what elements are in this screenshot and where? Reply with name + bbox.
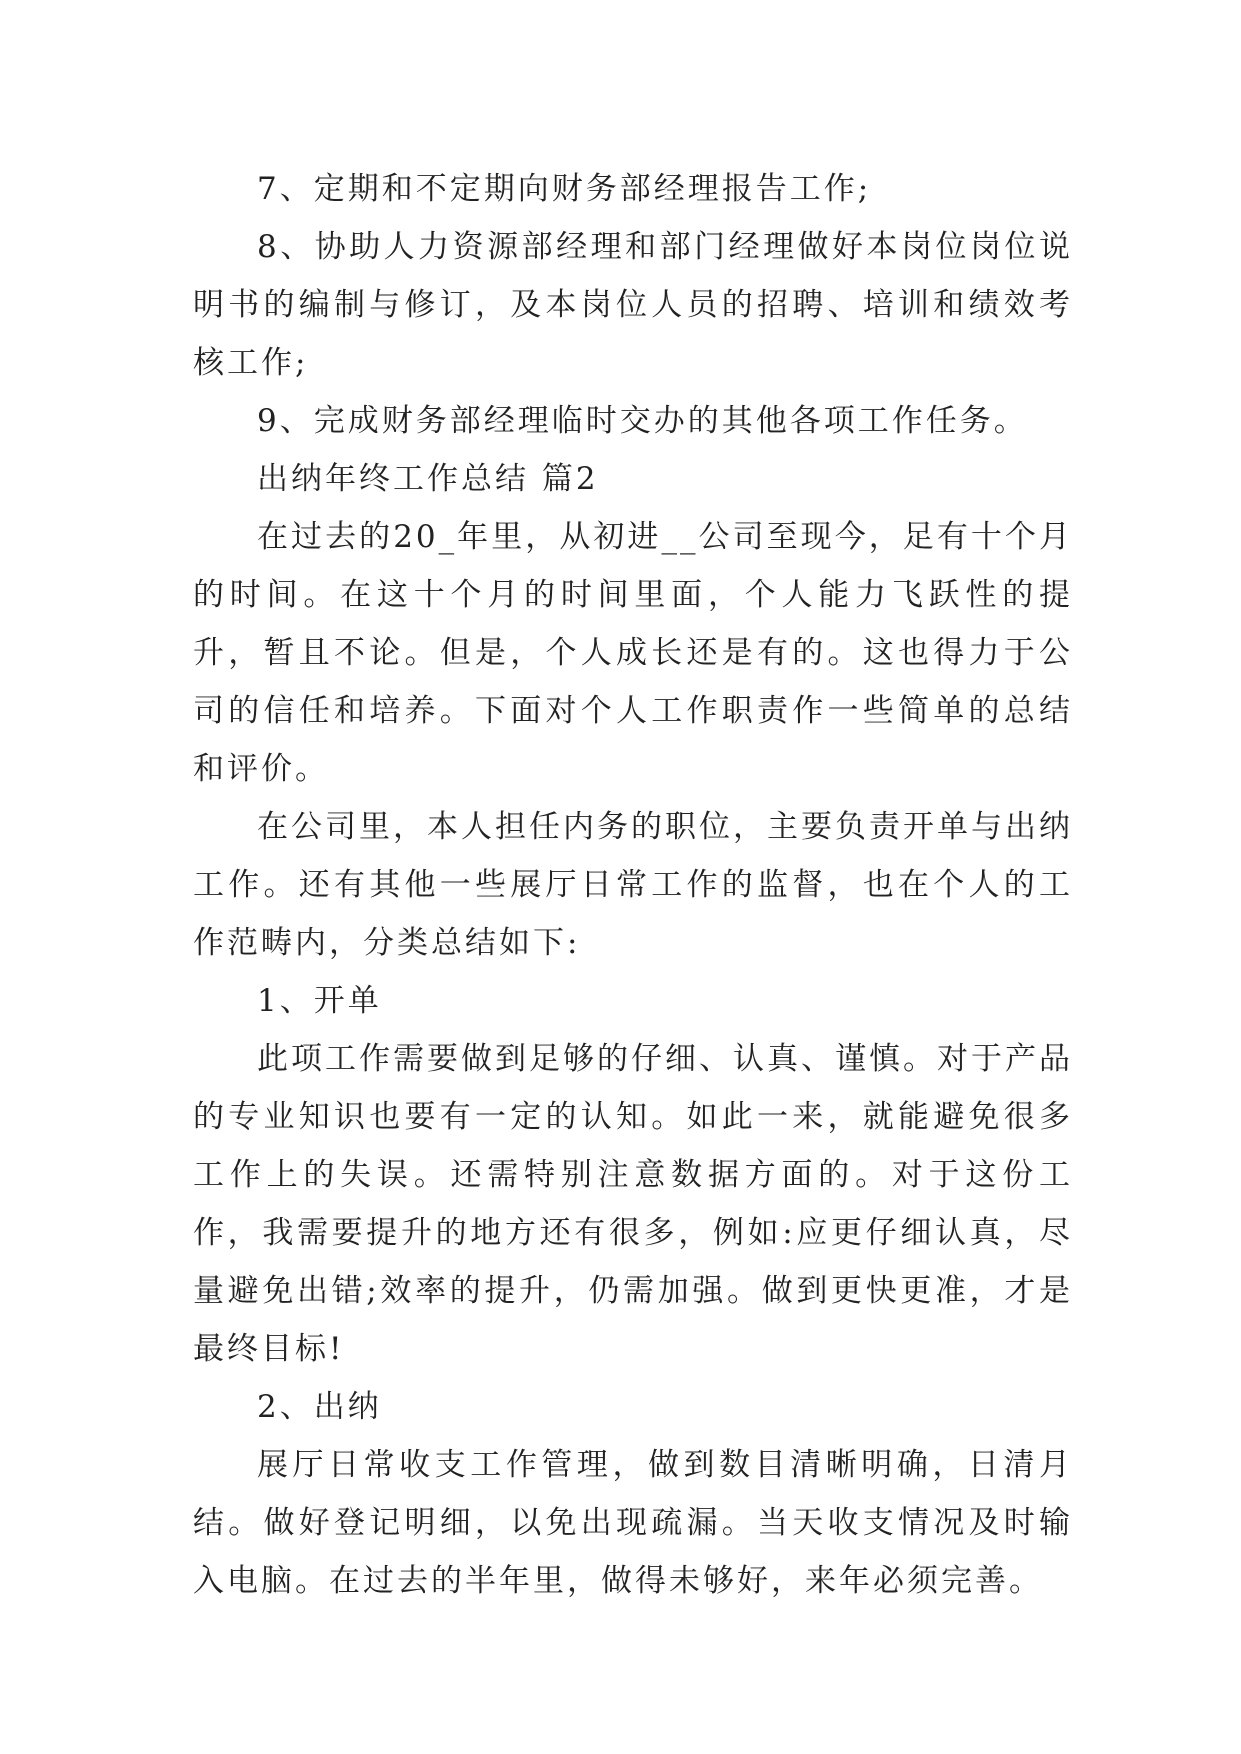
section-heading: 出纳年终工作总结 篇2	[257, 461, 599, 497]
billing-paragraph: 此项工作需要做到足够的仔细、认真、谨慎。对于产品的专业知识也要有一定的认知。如此一来，就能避免很多工作上的失误。还需特别注意数据方面的。对于这份工作，我需要提升的地方还有很多，例如:应更仔细认真，尽量避免出错;效率的提升，仍需加强。做到更快更准，才是最终目标!	[193, 1041, 1073, 1367]
cashier-paragraph: 展厅日常收支工作管理，做到数目清晰明确，日清月结。做好登记明细，以免出现疏漏。当天收支情况及时输入电脑。在过去的半年里，做得未够好，来年必须完善。	[193, 1447, 1073, 1599]
list-item-7: 7、定期和不定期向财务部经理报告工作;	[257, 171, 872, 207]
document-body	[193, 160, 1073, 1610]
intro-paragraph: 在过去的20_年里，从初进__公司至现今，足有十个月的时间。在这十个月的时间里面，个人能力飞跃性的提升，暂且不论。但是，个人成长还是有的。这也得力于公司的信任和培养。下面对个人工作职责作一些简单的总结和评价。	[193, 519, 1073, 787]
role-paragraph: 在公司里，本人担任内务的职位，主要负责开单与出纳工作。还有其他一些展厅日常工作的监督，也在个人的工作范畴内，分类总结如下:	[193, 809, 1073, 961]
subheading-cashier: 2、出纳	[257, 1389, 382, 1425]
subheading-billing: 1、开单	[257, 983, 382, 1019]
list-item-9: 9、完成财务部经理临时交办的其他各项工作任务。	[257, 403, 1028, 439]
list-item-8: 8、协助人力资源部经理和部门经理做好本岗位岗位说明书的编制与修订，及本岗位人员的招聘、培训和绩效考核工作;	[193, 229, 1073, 381]
